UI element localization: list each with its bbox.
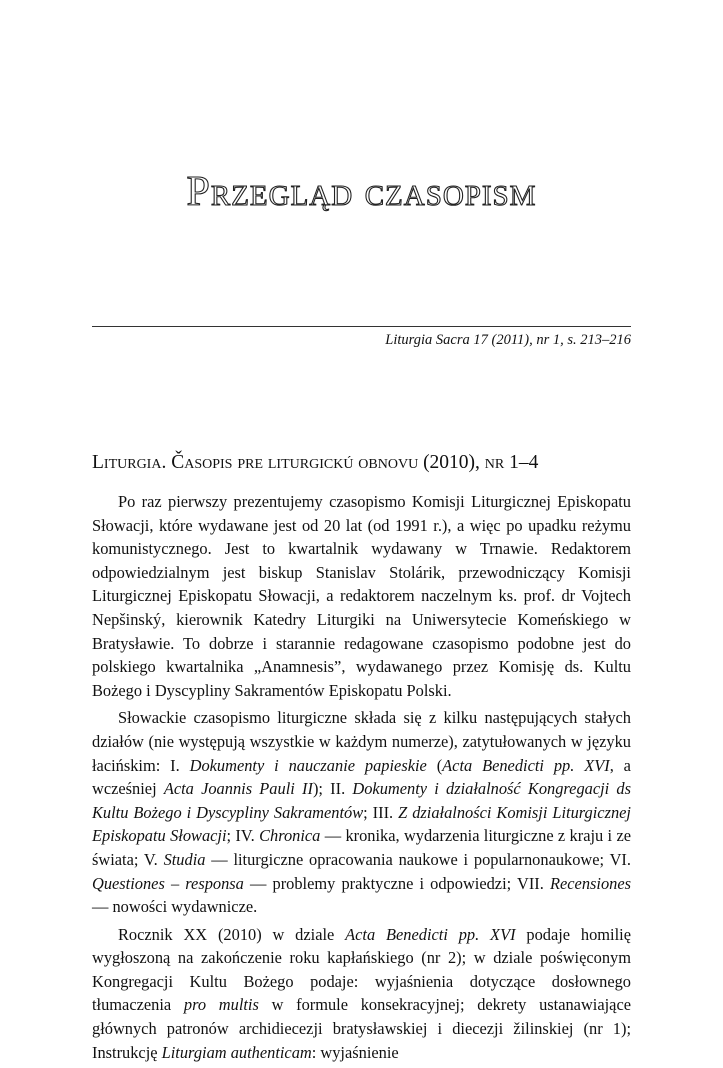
text-run: podaje homilię wygłoszoną na zakończenie roku kapłańskiego (nr 2); w dziale poświęconym Kongregacji Kultu Bożego podaje: wyjaśnienia dotyczące dosłownego tłumaczenia xyxy=(92,924,631,1015)
body-paragraph xyxy=(92,490,631,702)
text-run: — kronika, wydarzenia liturgiczne z kraju i ze świata; V. xyxy=(92,826,632,869)
header-rule xyxy=(92,326,631,327)
text-run: Rocznik XX (2010) w dziale xyxy=(118,924,346,944)
text-run: — nowości wydawnicze. xyxy=(92,897,258,917)
italic-run: Liturgiam authenticam xyxy=(161,1042,312,1062)
text-run: ); II. xyxy=(312,779,353,799)
article-body xyxy=(92,490,631,1068)
body-paragraph xyxy=(92,923,631,1065)
italic-run: Questiones – responsa xyxy=(92,873,244,893)
text-run: Po raz pierwszy prezentujemy czasopismo Komisji Liturgicznej Episkopatu Słowacji, które wydawane jest od 20 lat (od 1991 r.), a więc po upadku reżymu komunistycznego. Jest to kwartalnik wydawany w Trnawie. Redaktorem odpowiedzialnym jest biskup Stanislav Stolárik, przewodniczący Komisji Liturgicznej Episkopatu Słowacji, a redaktorem naczelnym ks. prof. dr Vojtech Nepšinský, kierownik Katedry Liturgiki na Uniwersytecie Komeńskiego w Bratysławie. To dobrze i starannie redagowane czasopismo podobne jest do polskiego kwartalnika „Anamnesis”, wydawanego przez Komisję ds. Kultu Bożego i Dyscypliny Sakramentów Episkopatu Polski. xyxy=(92,492,631,700)
section-title: Przegląd czasopism xyxy=(186,169,537,215)
italic-run: Dokumenty i nauczanie papieskie xyxy=(189,755,427,775)
italic-run: Acta Joannis Pauli II xyxy=(163,779,313,799)
text-run: : wyjaśnienie xyxy=(311,1042,399,1062)
article-title: Liturgia. Časopis pre liturgickú obnovu (2010), nr 1–4 xyxy=(92,452,539,473)
italic-run: pro multis xyxy=(183,995,259,1015)
italic-run: Z działalności Komisji Liturgicznej Episkopatu Słowacji xyxy=(92,802,631,846)
italic-run: Acta Benedicti pp. XVI xyxy=(345,924,516,944)
italic-run: Studia xyxy=(163,849,206,869)
italic-run: Recensiones xyxy=(550,873,632,893)
italic-run: Dokumenty i działalność Kongregacji ds Kultu Bożego i Dyscypliny Sakramentów xyxy=(92,779,632,822)
body-paragraph xyxy=(92,706,631,918)
italic-run: Chronica xyxy=(259,826,321,846)
text-run: , a wcześniej xyxy=(92,755,631,799)
text-run: w formule konsekracyjnej; dekrety ustanawiające głównych patronów archidiecezji bratysławskiej i diecezji žilinskiej (nr 1); Instrukcję xyxy=(92,995,631,1062)
text-run: — problemy praktyczne i odpowiedzi; VII. xyxy=(243,873,550,893)
text-run: Słowackie czasopismo liturgiczne składa się z kilku następujących stałych działów (nie występują wszystkie w każdym numerze), zatytułowanych w języku łacińskim: I. xyxy=(92,708,631,775)
text-run: ( xyxy=(426,755,443,775)
text-run: ; IV. xyxy=(226,826,260,846)
journal-citation: Liturgia Sacra 17 (2011), nr 1, s. 213–216 xyxy=(385,332,631,348)
text-run: — liturgiczne opracowania naukowe i popularnonaukowe; VI. xyxy=(205,849,631,869)
italic-run: Acta Benedicti pp. XVI xyxy=(442,755,610,775)
text-run: ; III. xyxy=(363,802,399,822)
